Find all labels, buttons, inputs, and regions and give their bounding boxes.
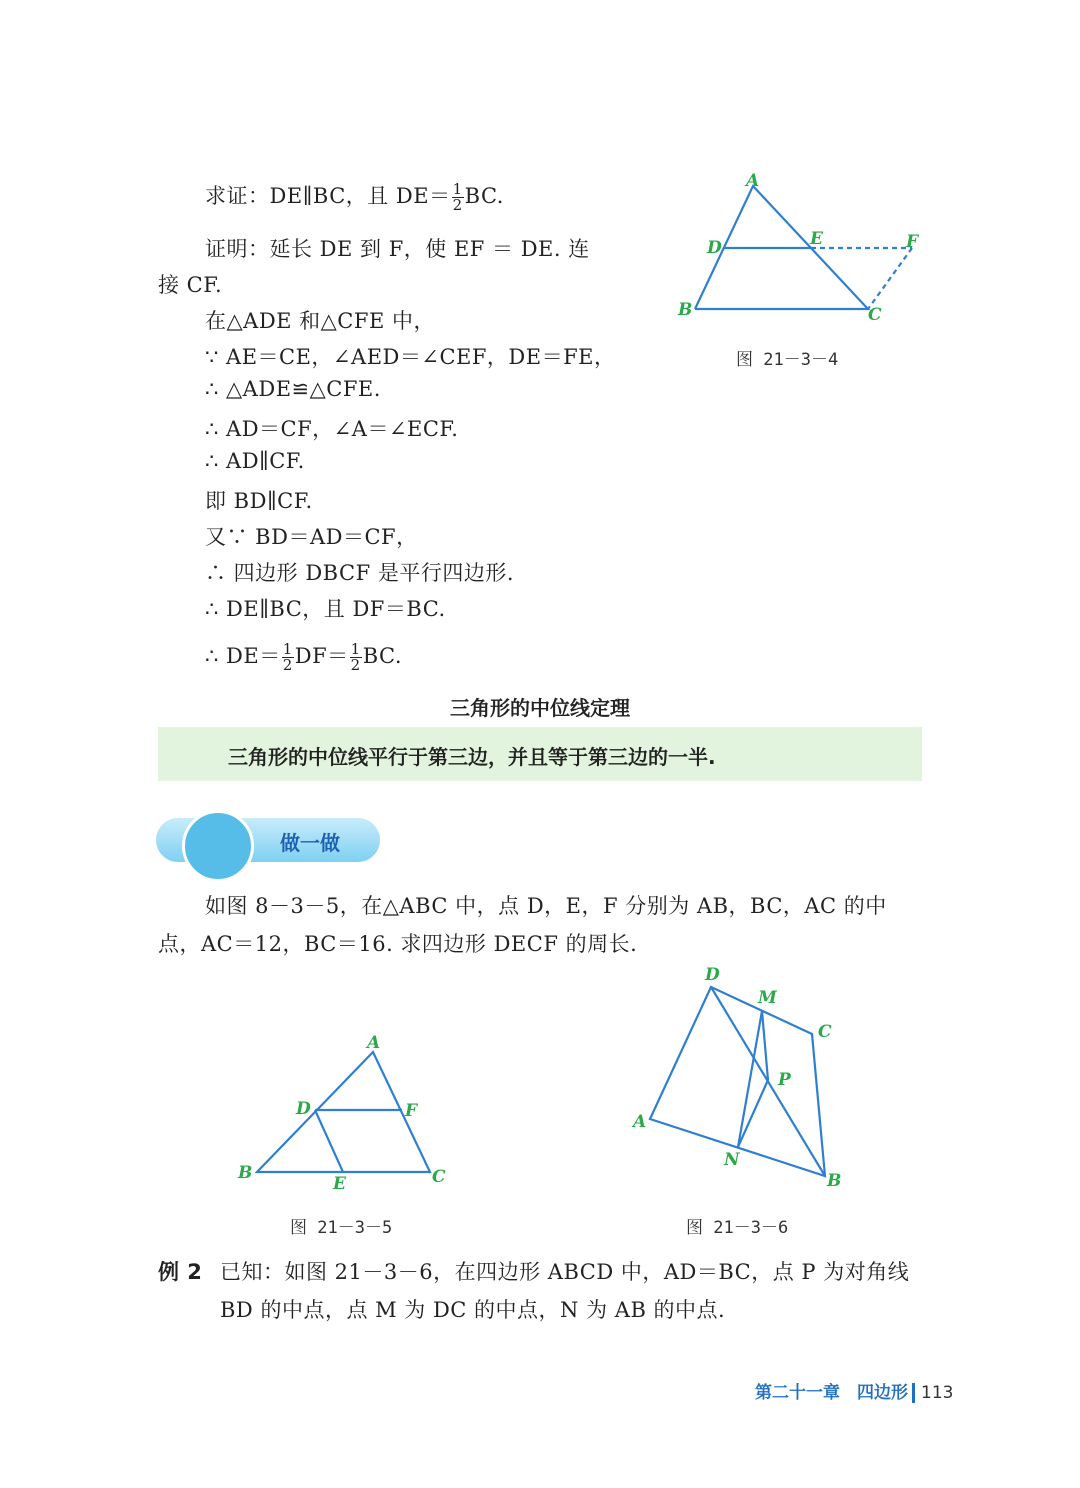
- label-D: D: [296, 1099, 311, 1119]
- label-E: E: [810, 229, 823, 249]
- label-N: N: [724, 1150, 740, 1170]
- example-line: 已知：如图 21－3－6，在四边形 ABCD 中，AD＝BC，点 P 为对角线: [220, 1260, 910, 1284]
- figure-caption: 图 21－3－6: [686, 1218, 789, 1238]
- proof-line: ∴ △ADE≌△CFE.: [205, 377, 381, 401]
- activity-line: 点，AC＝12，BC＝16. 求四边形 DECF 的周长.: [158, 932, 638, 956]
- label-B: B: [238, 1163, 253, 1183]
- proof-line: 接 CF.: [158, 273, 223, 297]
- proof-line: 在△ADE 和△CFE 中，: [205, 309, 435, 333]
- figure-caption: 图 21－3－4: [736, 350, 839, 370]
- label-M: M: [758, 988, 777, 1008]
- proof-line: ∵ AE＝CE，∠AED＝∠CEF，DE＝FE，: [205, 345, 616, 369]
- example-label: 例 2: [158, 1260, 203, 1284]
- figure-21-3-6: [650, 987, 825, 1176]
- label-A: A: [746, 171, 760, 191]
- label-C: C: [818, 1022, 832, 1042]
- proof-line: ∴ AD∥CF.: [205, 449, 305, 473]
- label-F: F: [906, 232, 919, 252]
- label-D: D: [705, 965, 720, 985]
- proof-line: ∴ AD＝CF，∠A＝∠ECF.: [205, 417, 459, 441]
- proof-line: 即 BD∥CF.: [205, 489, 313, 513]
- label-E: E: [333, 1174, 346, 1194]
- activity-line: 如图 8－3－5，在△ABC 中，点 D，E，F 分别为 AB，BC，AC 的中: [205, 894, 887, 918]
- theorem-text: 三角形的中位线平行于第三边，并且等于第三边的一半.: [228, 745, 716, 769]
- example-line: BD 的中点，点 M 为 DC 的中点，N 为 AB 的中点.: [220, 1298, 726, 1322]
- proof-line: ∴ DE∥BC，且 DF＝BC.: [205, 597, 446, 621]
- figure-21-3-4: [695, 186, 912, 309]
- label-C: C: [432, 1167, 446, 1187]
- label-F: F: [405, 1101, 418, 1121]
- proof-line: ∴ DE＝ $\frac{1}{2}$ DF＝ $\frac{1}{2}$ BC.: [205, 640, 403, 674]
- proof-line: 又∵ BD＝AD＝CF，: [205, 525, 418, 549]
- label-A: A: [367, 1033, 381, 1053]
- figure-caption: 图 21－3－5: [290, 1218, 393, 1238]
- activity-label: 做一做: [280, 831, 340, 855]
- chapter-title: 第二十一章 四边形: [755, 1383, 908, 1403]
- label-B: B: [827, 1171, 842, 1191]
- proof-line: ∴ 四边形 DBCF 是平行四边形.: [205, 561, 514, 585]
- label-P: P: [778, 1070, 791, 1090]
- page-footer: [755, 1378, 953, 1403]
- label-D: D: [707, 238, 722, 258]
- label-B: B: [678, 300, 693, 320]
- theorem-title: 三角形的中位线定理: [450, 696, 630, 720]
- label-A: A: [633, 1112, 647, 1132]
- label-C: C: [868, 305, 882, 325]
- proof-line: 证明：延长 DE 到 F，使 EF ＝ DE. 连: [205, 237, 590, 261]
- prove-line: 求证：DE∥BC，且 DE＝ $\frac{1}{2}$ BC.: [205, 180, 504, 214]
- page-number: 113: [912, 1383, 953, 1403]
